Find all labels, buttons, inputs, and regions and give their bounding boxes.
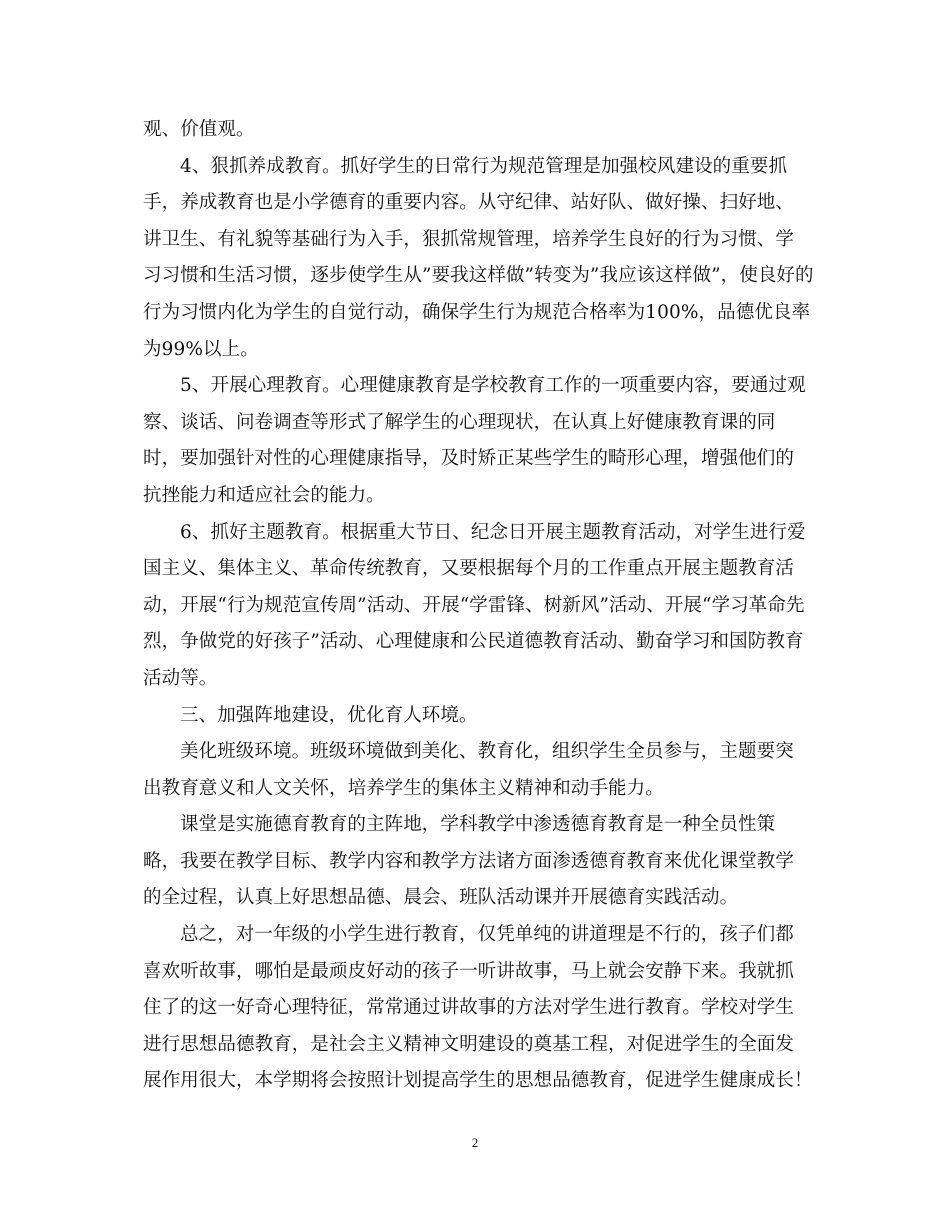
text-line: 动，开展“行为规范宣传周”活动、开展“学雷锋、树新风”活动、开展“学习革命先 bbox=[143, 594, 805, 616]
text-line: 讲卫生、有礼貌等基础行为入手，狠抓常规管理，培养学生良好的行为习惯、学 bbox=[143, 228, 795, 250]
text-line: 三、加强阵地建设，优化育人环境。 bbox=[180, 704, 478, 726]
text-line: 6、抓好主题教育。根据重大节日、纪念日开展主题教育活动，对学生进行爱 bbox=[180, 521, 806, 543]
text-line: 活动等。 bbox=[143, 667, 218, 689]
text-line: 国主义、集体主义、革命传统教育，又要根据每个月的工作重点开展主题教育活 bbox=[143, 558, 795, 580]
text-line: 总之，对一年级的小学生进行教育，仅凭单纯的讲道理是不行的，孩子们都 bbox=[180, 924, 794, 946]
text-line: 住了的这一好奇心理特征，常常通过讲故事的方法对学生进行教育。学校对学生 bbox=[143, 997, 795, 1019]
text-line: 抗挫能力和适应社会的能力。 bbox=[143, 484, 385, 506]
text-line: 为99%以上。 bbox=[143, 338, 259, 360]
text-line: 习习惯和生活习惯，逐步使学生从”要我这样做”转变为”我应该这样做”，使良好的 bbox=[143, 265, 814, 287]
text-line: 的全过程，认真上好思想品德、晨会、班队活动课并开展德育实践活动。 bbox=[143, 887, 739, 909]
text-line: 进行思想品德教育，是社会主义精神文明建设的奠基工程，对促进学生的全面发 bbox=[143, 1033, 795, 1055]
text-line: 美化班级环境。班级环境做到美化、教育化，组织学生全员参与，主题要突 bbox=[180, 741, 794, 763]
text-line: 察、谈话、问卷调查等形式了解学生的心理现状，在认真上好健康教育课的同 bbox=[143, 411, 776, 433]
text-line: 5、开展心理教育。心理健康教育是学校教育工作的一项重要内容，要通过观 bbox=[180, 375, 806, 397]
text-line: 4、狠抓养成教育。抓好学生的日常行为规范管理是加强校风建设的重要抓 bbox=[180, 155, 788, 177]
text-line: 烈，争做党的好孩子”活动、心理健康和公民道德教育活动、勤奋学习和国防教育 bbox=[143, 631, 804, 653]
text-line: 课堂是实施德育教育的主阵地，学科教学中渗透德育教育是一种全员性策 bbox=[180, 814, 776, 836]
text-line: 展作用很大，本学期将会按照计划提高学生的思想品德教育，促进学生健康成长！ bbox=[143, 1070, 813, 1092]
text-line: 观、价值观。 bbox=[143, 119, 255, 140]
text-line: 手，养成教育也是小学德育的重要内容。从守纪律、站好队、做好操、扫好地、 bbox=[143, 192, 795, 214]
text-line: 时，要加强针对性的心理健康指导，及时矫正某些学生的畸形心理，增强他们的 bbox=[143, 448, 795, 470]
text-line: 喜欢听故事，哪怕是最顽皮好动的孩子一听讲故事，马上就会安静下来。我就抓 bbox=[143, 960, 795, 982]
page-number: 2 bbox=[471, 1135, 479, 1150]
text-line: 行为习惯内化为学生的自觉行动，确保学生行为规范合格率为100%，品德优良率 bbox=[143, 301, 811, 323]
text-line: 略，我要在教学目标、教学内容和教学方法诸方面渗透德育教育来优化课堂教学 bbox=[143, 850, 795, 872]
text-line: 出教育意义和人文关怀，培养学生的集体主义精神和动手能力。 bbox=[143, 777, 664, 799]
body-text bbox=[143, 112, 814, 1100]
